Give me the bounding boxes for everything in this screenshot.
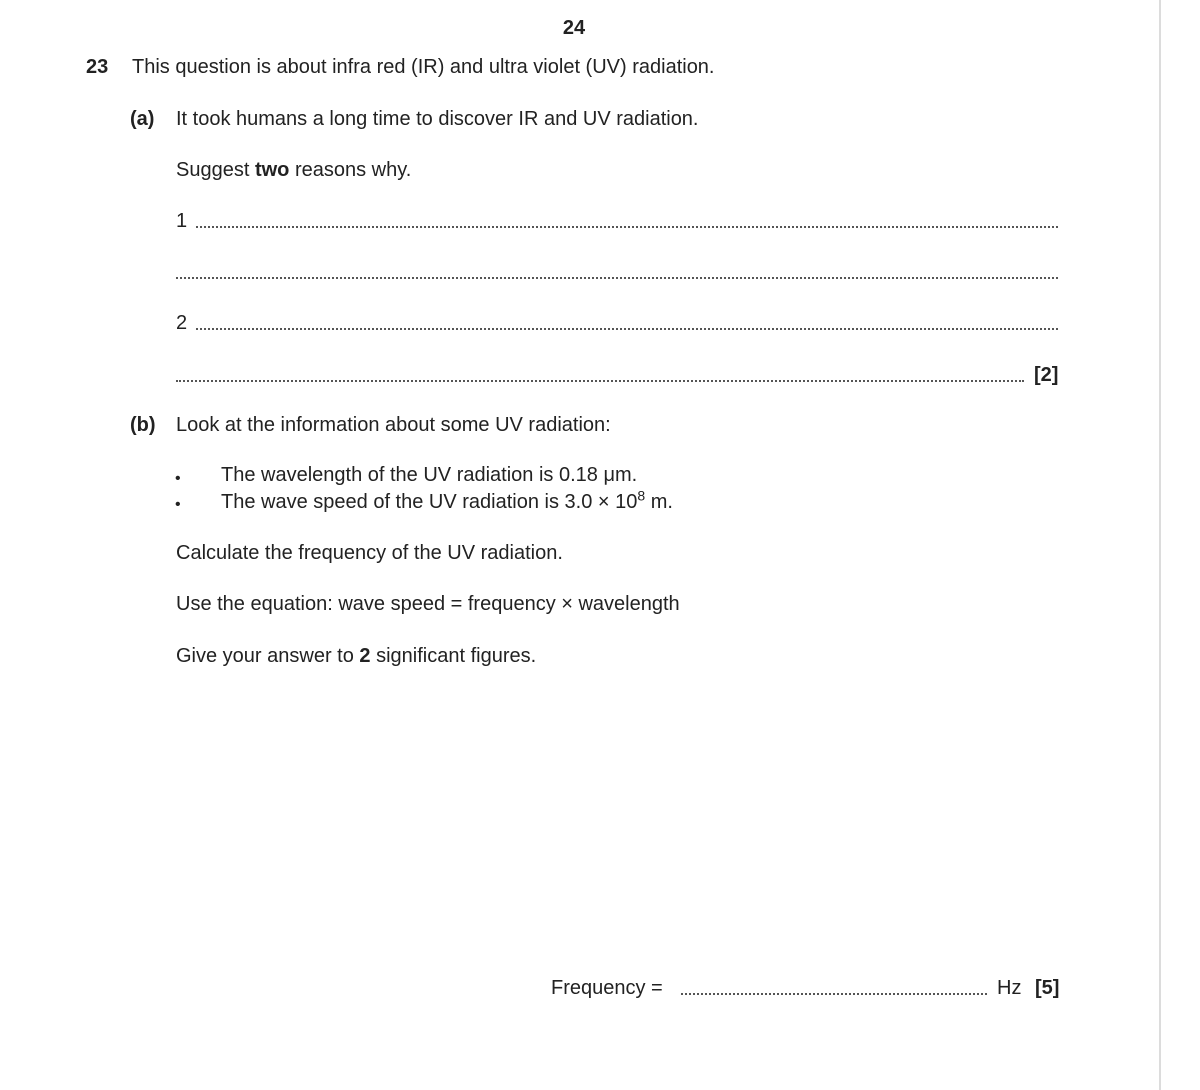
- bullet-wave-speed: The wave speed of the UV radiation is $3.0 \times 10^8$ m.: [221, 487, 673, 513]
- bullet-point-1: •: [175, 470, 181, 487]
- answer-number-2: 2: [176, 312, 188, 334]
- page-edge-line: [1159, 0, 1161, 1090]
- part-a-label: (a): [130, 108, 155, 130]
- page-number: 24: [562, 17, 586, 39]
- answer-line-1b[interactable]: [176, 277, 1058, 279]
- part-a-marks: [2]: [1034, 364, 1059, 386]
- part-b-marks: [5]: [1035, 977, 1060, 999]
- frequency-label: Frequency =: [551, 977, 663, 999]
- part-a-instruction: Suggest two reasons why.: [176, 159, 412, 181]
- answer-line-2a[interactable]: [196, 328, 1058, 330]
- answer-number-1: 1: [176, 210, 188, 232]
- answer-line-2b[interactable]: [176, 380, 1024, 382]
- bullet-point-2: •: [175, 496, 181, 513]
- equation-instruction: Use the equation: wave speed = frequency × wavelength: [176, 593, 680, 615]
- frequency-answer-line[interactable]: [681, 993, 987, 995]
- part-b-text: Look at the information about some UV radiation:: [176, 414, 611, 436]
- sigfig-instruction: Give your answer to 2 significant figures.: [176, 645, 537, 667]
- calculate-instruction: Calculate the frequency of the UV radiation.: [176, 542, 563, 564]
- question-number: 23: [86, 56, 109, 78]
- answer-line-1a[interactable]: [196, 226, 1058, 228]
- bullet-wavelength: The wavelength of the UV radiation is 0.18 μm.: [221, 464, 638, 486]
- part-a-text: It took humans a long time to discover IR and UV radiation.: [176, 108, 699, 130]
- question-intro: This question is about infra red (IR) and ultra violet (UV) radiation.: [132, 56, 715, 78]
- frequency-unit: Hz: [997, 977, 1022, 999]
- part-b-label: (b): [130, 414, 156, 436]
